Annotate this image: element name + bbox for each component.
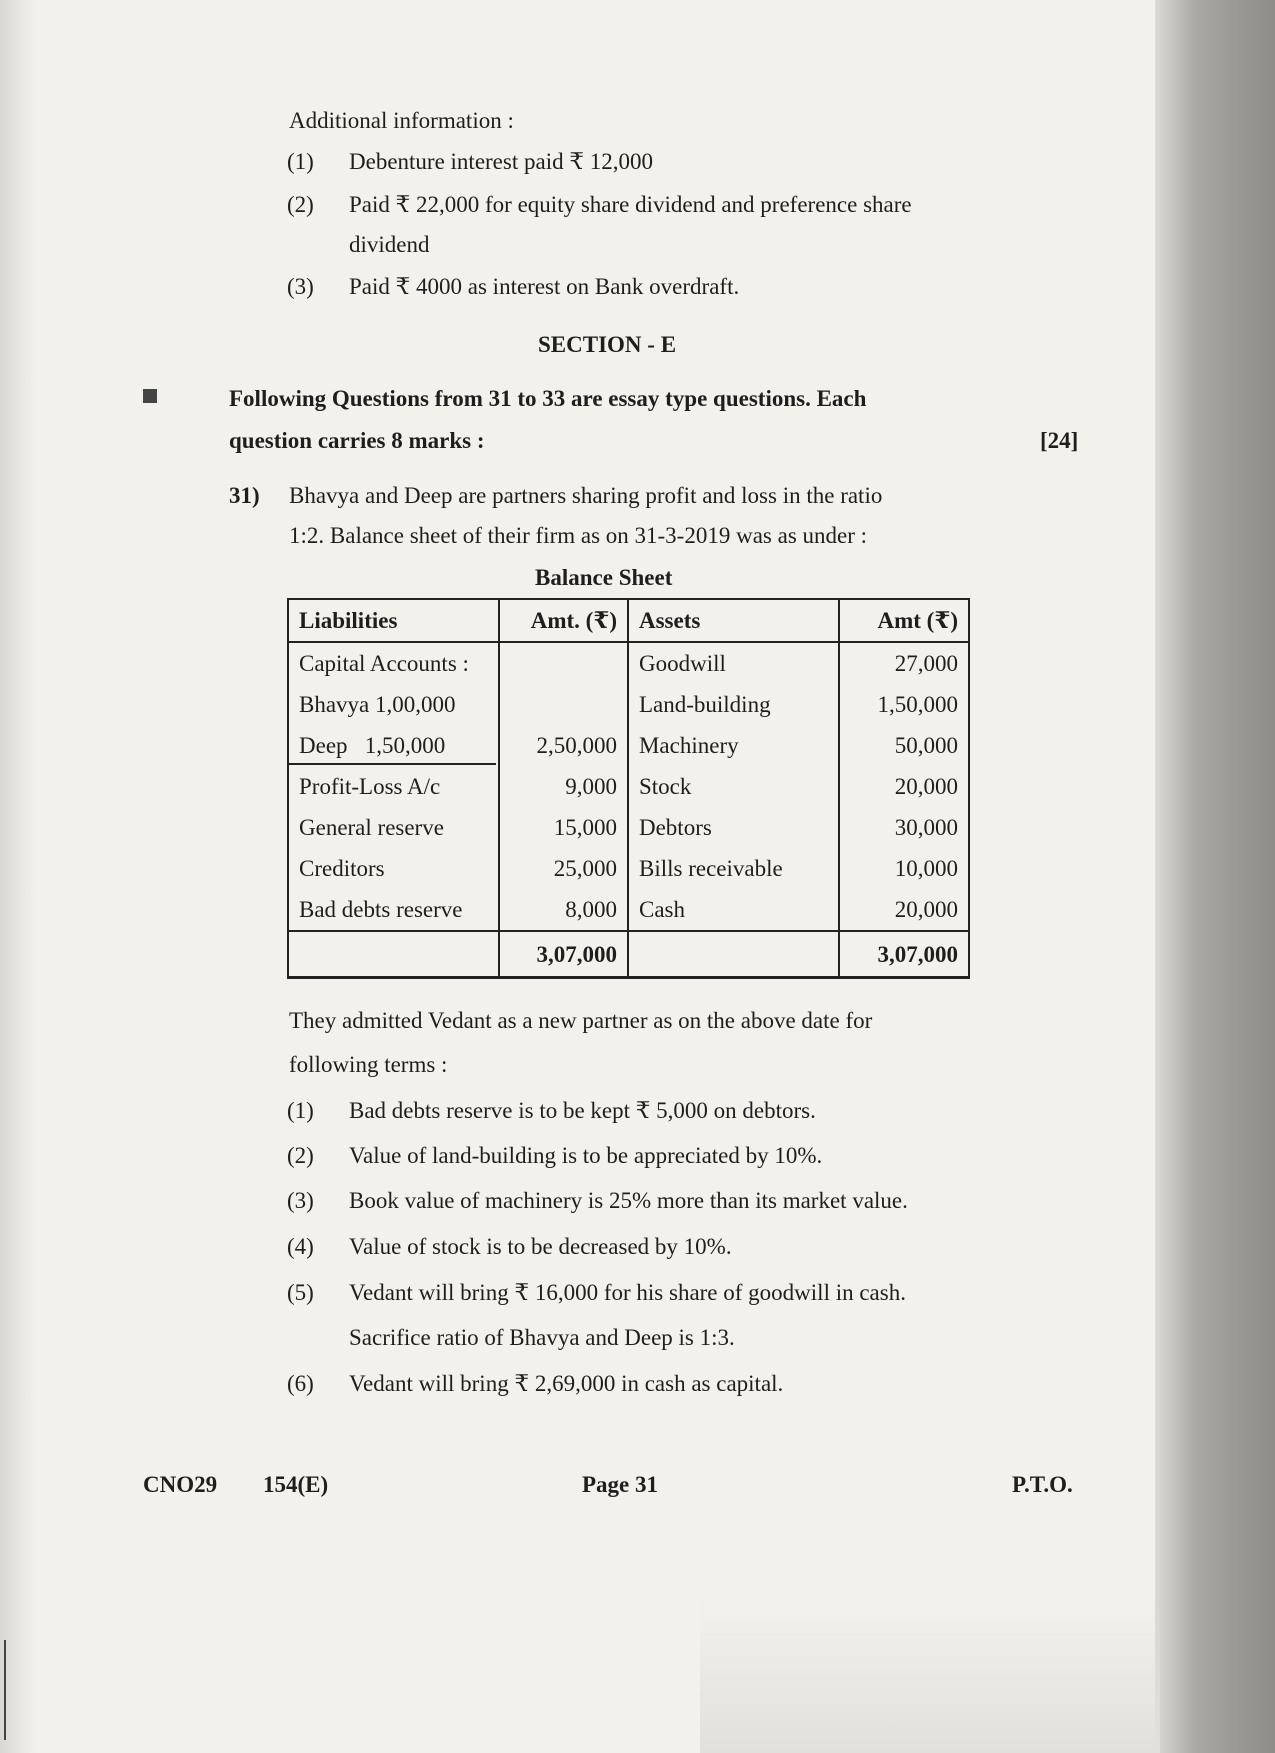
square-bullet-icon [143,389,157,403]
balance-sheet-table [287,598,970,979]
list-item-continuation: Sacrifice ratio of Bhavya and Deep is 1:3. [349,1325,735,1350]
list-item-number: (2) [287,192,314,217]
section-instruction-cont: question carries 8 marks : [229,428,485,453]
question-number: 31) [229,483,260,508]
total-blank-cell [628,931,839,978]
footer-paper: 154(E) [263,1472,329,1497]
table-row [288,889,969,931]
list-item-number: (1) [287,1098,314,1123]
liability-cell: Profit-Loss A/c [288,766,499,807]
liability-amount-cell: 2,50,000 [499,725,628,766]
list-item-text: Bad debts reserve is to be kept ₹ 5,000 on debtors. [349,1098,816,1123]
asset-amount-cell: 27,000 [839,642,969,684]
liability-amount-cell [499,642,628,684]
list-item-text: Vedant will bring ₹ 2,69,000 in cash as capital. [349,1371,784,1396]
asset-cell: Bills receivable [628,848,839,889]
balance-sheet-title: Balance Sheet [535,565,673,590]
list-item-number: (1) [287,149,314,174]
question-text-cont: 1:2. Balance sheet of their firm as on 31-3-2019 was as under : [289,523,868,548]
liability-cell: Creditors [288,848,499,889]
table-header-row [288,599,969,642]
table-row [288,725,969,766]
capital-subtotal-line [287,763,496,765]
asset-cell: Goodwill [628,642,839,684]
marks-badge: [24] [1040,428,1079,453]
binding-mark [4,1640,6,1740]
list-item-text: Value of land-building is to be appreciated by 10%. [349,1143,823,1168]
asset-cell: Machinery [628,725,839,766]
header-assets-amount: Amt (₹) [839,599,969,642]
asset-amount-cell: 30,000 [839,807,969,848]
liability-cell: Bad debts reserve [288,889,499,931]
list-item-text: Debenture interest paid ₹ 12,000 [349,149,653,174]
list-item-number: (4) [287,1234,314,1259]
asset-amount-cell: 1,50,000 [839,684,969,725]
asset-amount-cell: 20,000 [839,889,969,931]
list-item-text: Paid ₹ 4000 as interest on Bank overdraft. [349,274,740,299]
header-assets: Assets [628,599,839,642]
terms-intro-cont: following terms : [289,1052,448,1077]
list-item-number: (3) [287,1188,314,1213]
table-row [288,642,969,684]
list-item-number: (5) [287,1280,314,1305]
asset-cell: Debtors [628,807,839,848]
asset-cell: Stock [628,766,839,807]
additional-info-heading: Additional information : [289,108,514,133]
terms-intro: They admitted Vedant as a new partner as on the above date for [289,1008,873,1033]
table-row [288,766,969,807]
list-item-text: Value of stock is to be decreased by 10%. [349,1234,732,1259]
liability-amount-cell [499,684,628,725]
list-item-number: (6) [287,1371,314,1396]
table-row [288,684,969,725]
pto-label: P.T.O. [1012,1472,1073,1497]
liability-cell: Capital Accounts : [288,642,499,684]
list-item-number: (3) [287,274,314,299]
asset-amount-cell: 10,000 [839,848,969,889]
liability-amount-cell: 25,000 [499,848,628,889]
asset-cell: Cash [628,889,839,931]
question-text: Bhavya and Deep are partners sharing profit and loss in the ratio [289,483,883,508]
liability-amount-cell: 9,000 [499,766,628,807]
asset-cell: Land-building [628,684,839,725]
footer-code: CNO29 [143,1472,218,1497]
header-liabilities-amount: Amt. (₹) [499,599,628,642]
total-blank-cell [288,931,499,978]
liabilities-total: 3,07,000 [499,931,628,978]
page-shade [700,1600,1160,1753]
assets-total: 3,07,000 [839,931,969,978]
liability-amount-cell: 8,000 [499,889,628,931]
page-edge-shadow [1155,0,1275,1753]
section-instruction: Following Questions from 31 to 33 are essay type questions. Each [229,386,867,411]
table-total-row [288,931,969,978]
table-row [288,848,969,889]
list-item-continuation: dividend [349,232,430,257]
header-liabilities: Liabilities [288,599,499,642]
list-item-number: (2) [287,1143,314,1168]
list-item-text: Vedant will bring ₹ 16,000 for his share of goodwill in cash. [349,1280,906,1305]
liability-amount-cell: 15,000 [499,807,628,848]
asset-amount-cell: 20,000 [839,766,969,807]
page-number: Page 31 [582,1472,659,1497]
list-item-text: Book value of machinery is 25% more than its market value. [349,1188,908,1213]
liability-cell: Deep 1,50,000 [288,725,499,766]
liability-cell: General reserve [288,807,499,848]
list-item-text: Paid ₹ 22,000 for equity share dividend and preference share [349,192,912,217]
page-binding-shadow [0,0,38,1753]
asset-amount-cell: 50,000 [839,725,969,766]
table-row [288,807,969,848]
liability-cell: Bhavya 1,00,000 [288,684,499,725]
section-title: SECTION - E [538,332,677,357]
